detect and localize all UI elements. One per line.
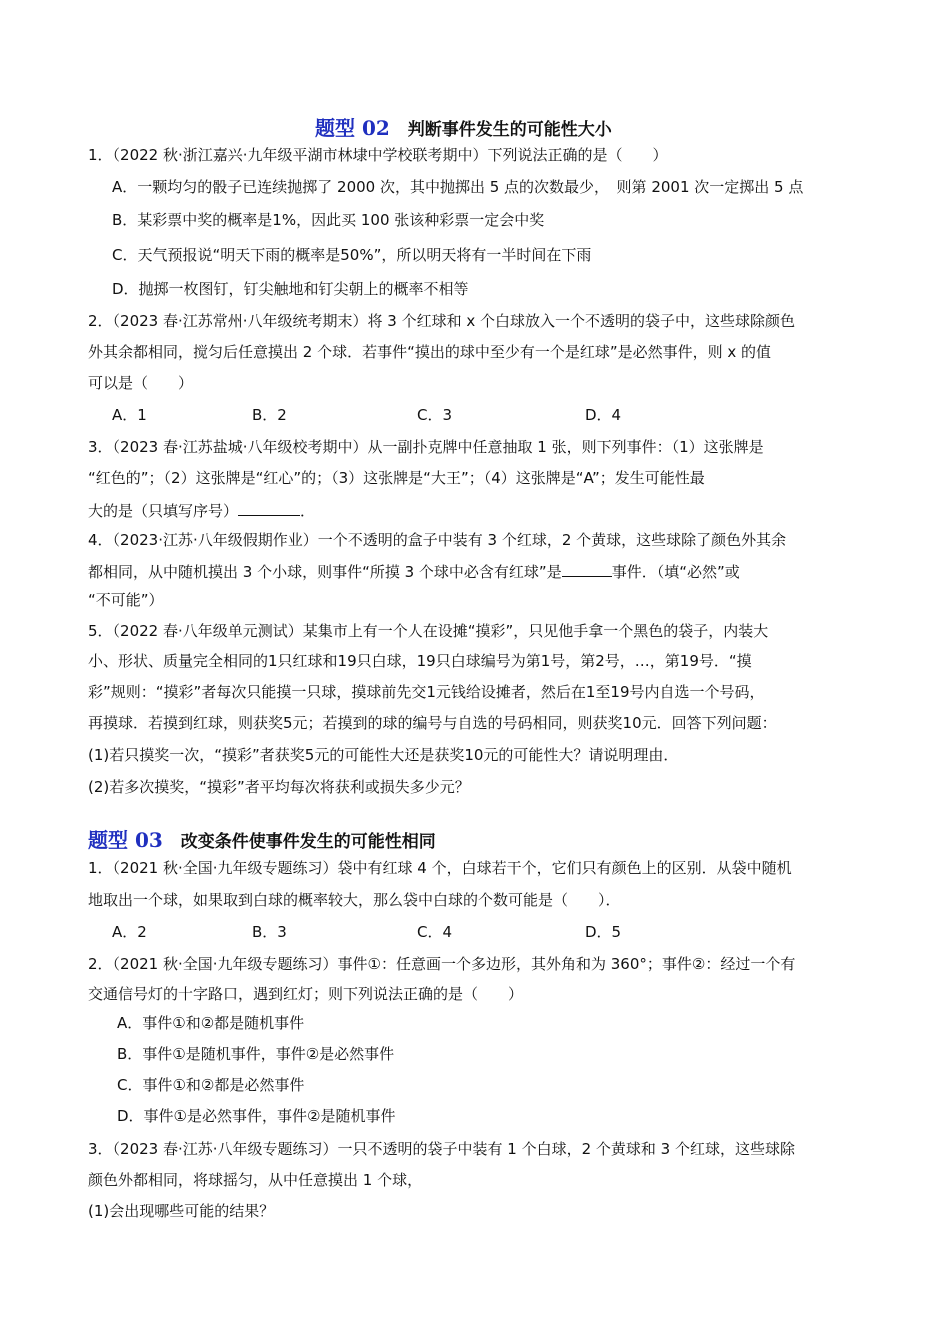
s02-q3-line-2: “红色的”；（2）这张牌是“红心”的；（3）这张牌是“大王”；（4）这张牌是“A”；发生可能性最: [88, 469, 705, 487]
s02-q5-part-1: (1)若只摸奖一次，“摸彩”者获奖5元的可能性大还是获奖10元的可能性大？请说明理由．: [88, 746, 679, 764]
s03-q3-line-2: 颜色外都相同，将球摇匀，从中任意摸出 1 个球，: [88, 1171, 423, 1189]
s02-q1-option-c: C．天气预报说“明天下雨的概率是50%”，所以明天将有一半时间在下雨: [112, 246, 592, 264]
s02-q4-line-2-end: 事件．（填“必然”或: [611, 563, 740, 581]
s02-q5-line-2: 小、形状、质量完全相同的1只红球和19只白球，19只白球编号为第1号，第2号，…，第19号．“摸: [88, 652, 752, 670]
s02-q1-stem: 1．（2022 秋·浙江嘉兴·九年级平湖市林埭中学校联考期中）下列说法正确的是（ ）: [88, 146, 668, 164]
s03-q2-option-a: A．事件①和②都是随机事件: [117, 1014, 305, 1032]
s02-q4-line-2-text: 都相同，从中随机摸出 3 个小球，则事件“所摸 3 个球中必含有红球”是: [88, 563, 562, 581]
s02-q3-line-3-text: 大的是（只填写序号）: [88, 502, 239, 520]
s02-q2-option-a: A．1: [112, 406, 147, 424]
s02-q2-line-3: 可以是（ ）: [88, 374, 194, 392]
s02-q4-line-3: “不可能”）: [88, 591, 164, 609]
s02-q2-line-1: 2．（2023 春·江苏常州·八年级统考期末）将 3 个红球和 x 个白球放入一个不透明的袋子中，这些球除颜色: [88, 312, 796, 330]
s02-q2-line-2: 外其余都相同，搅匀后任意摸出 2 个球．若事件“摸出的球中至少有一个是红球”是必然事件，则 x 的值: [88, 343, 772, 361]
s02-q1-option-a: A．一颗均匀的骰子已连续抛掷了 2000 次，其中抛掷出 5 点的次数最少， 则第 2001 次一定掷出 5 点: [112, 178, 804, 196]
s02-q1-option-b: B．某彩票中奖的概率是1%，因此买 100 张该种彩票一定会中奖: [112, 211, 545, 229]
s02-q5-line-3: 彩”规则：“摸彩”者每次只能摸一只球，摸球前先交1元钱给设摊者，然后在1至19号内自选一个号码，: [88, 683, 765, 701]
s03-q3-line-1: 3．（2023 春·江苏·八年级专题练习）一只不透明的袋子中装有 1 个白球，2 个黄球和 3 个红球，这些球除: [88, 1140, 795, 1158]
s02-q2-option-d: D．4: [585, 406, 622, 424]
s02-q2-option-b: B．2: [252, 406, 287, 424]
s02-q1-option-d: D．抛掷一枚图钉，钉尖触地和钉尖朝上的概率不相等: [112, 280, 469, 298]
s02-q4-answer-blank[interactable]: [562, 560, 612, 577]
s03-q1-option-c: C．4: [417, 923, 453, 941]
s02-q5-line-1: 5．（2022 春·八年级单元测试）某集市上有一个人在设摊“摸彩”，只见他手拿一个黑色的袋子，内装大: [88, 622, 769, 640]
s03-q3-part-1: (1)会出现哪些可能的结果？: [88, 1202, 275, 1220]
section-02-title: 判断事件发生的可能性大小: [407, 120, 612, 140]
s02-q3-answer-blank[interactable]: [238, 499, 300, 516]
s02-q2-option-c: C．3: [417, 406, 453, 424]
section-03-tag: 题型 03: [88, 828, 163, 852]
section-02-tag: 题型 02: [315, 116, 390, 140]
s02-q5-part-2: (2)若多次摸奖，“摸彩”者平均每次将获利或损失多少元？: [88, 778, 470, 796]
section-02-heading: [315, 118, 612, 140]
s03-q2-line-1: 2．（2021 秋·全国·九年级专题练习）事件①：任意画一个多边形，其外角和为 360°；事件②：经过一个有: [88, 955, 796, 973]
s03-q1-option-d: D．5: [585, 923, 622, 941]
s03-q1-option-a: A．2: [112, 923, 147, 941]
s03-q2-option-b: B．事件①是随机事件，事件②是必然事件: [117, 1045, 395, 1063]
s03-q2-option-c: C．事件①和②都是必然事件: [117, 1076, 305, 1094]
s02-q4-line-1: 4．（2023·江苏·八年级假期作业）一个不透明的盒子中装有 3 个红球，2 个黄球，这些球除了颜色外其余: [88, 531, 787, 549]
section-03-title: 改变条件使事件发生的可能性相同: [180, 832, 436, 852]
s02-q5-line-4: 再摸球．若摸到红球，则获奖5元；若摸到的球的编号与自选的号码相同，则获奖10元．回答下列问题：: [88, 714, 777, 732]
s03-q1-line-2: 地取出一个球，如果取到白球的概率较大，那么袋中白球的个数可能是（ ）．: [88, 891, 621, 909]
section-03-heading: [88, 830, 436, 852]
s03-q1-option-b: B．3: [252, 923, 287, 941]
s02-q3-line-3-end: ．: [300, 502, 316, 520]
s03-q2-option-d: D．事件①是必然事件，事件②是随机事件: [117, 1107, 396, 1125]
s02-q4-line-2: [88, 560, 740, 582]
s02-q3-line-1: 3．（2023 春·江苏盐城·八年级校考期中）从一副扑克牌中任意抽取 1 张，则下列事件：（1）这张牌是: [88, 438, 764, 456]
s02-q3-line-3: [88, 499, 315, 521]
s03-q1-line-1: 1．（2021 秋·全国·九年级专题练习）袋中有红球 4 个，白球若干个，它们只有颜色上的区别．从袋中随机: [88, 859, 792, 877]
s03-q2-line-2: 交通信号灯的十字路口，遇到红灯；则下列说法正确的是（ ）: [88, 985, 524, 1003]
